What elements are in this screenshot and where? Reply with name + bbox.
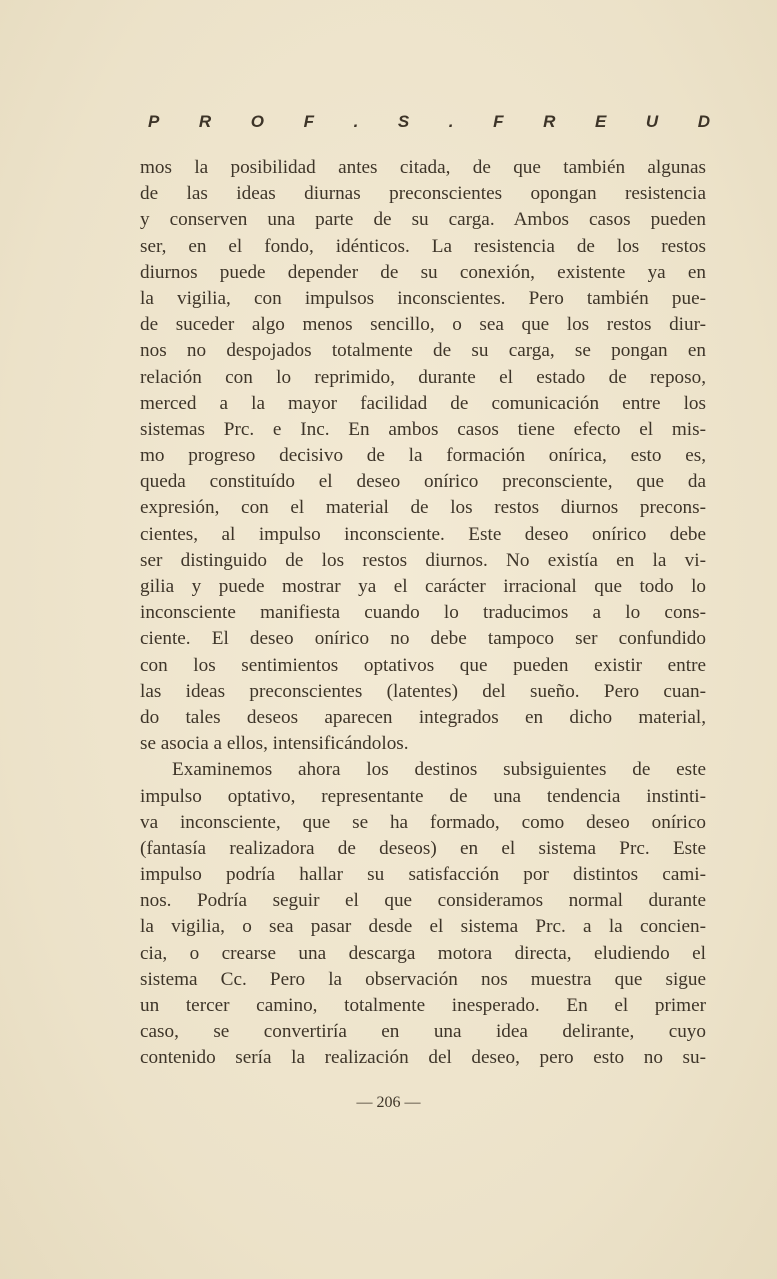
- text-line: Examinemos ahora los destinos subsiguientes de este: [172, 759, 706, 781]
- text-line: ser, en el fondo, idénticos. La resistencia de los restos: [140, 235, 706, 257]
- text-line: la vigilia, con impulsos inconscientes. Pero también pue-: [140, 287, 706, 309]
- text-line: queda constituído el deseo onírico preconsciente, que da: [140, 471, 706, 493]
- text-line: merced a la mayor facilidad de comunicación entre los: [140, 392, 706, 414]
- text-line: las ideas preconscientes (latentes) del sueño. Pero cuan-: [140, 680, 706, 702]
- text-line: impulso optativo, representante de una tendencia instinti-: [140, 785, 706, 807]
- text-line: ser distinguido de los restos diurnos. No existía en la vi-: [140, 549, 706, 571]
- running-head-letter: F: [493, 112, 504, 131]
- text-line: expresión, con el material de los restos diurnos precons-: [140, 497, 706, 519]
- body-text: [140, 155, 706, 1072]
- running-head-letter: O: [250, 112, 265, 131]
- text-line: contenido sería la realización del deseo, pero esto no su-: [140, 1047, 706, 1069]
- text-line: mos la posibilidad antes citada, de que también algunas: [140, 157, 706, 178]
- text-line: mo progreso decisivo de la formación onírica, esto es,: [140, 445, 706, 467]
- running-head-letter: U: [645, 112, 659, 131]
- text-line: de las ideas diurnas preconscientes opongan resistencia: [140, 183, 706, 205]
- text-line: se asocia a ellos, intensificándolos.: [140, 733, 409, 755]
- text-line: nos. Podría seguir el que consideramos normal durante: [140, 890, 706, 912]
- text-line: do tales deseos aparecen integrados en dicho material,: [140, 706, 706, 728]
- running-head-letter: P: [148, 112, 160, 131]
- text-line: impulso podría hallar su satisfacción por distintos cami-: [140, 864, 706, 886]
- running-head: [148, 112, 710, 132]
- running-head-letter: R: [543, 112, 556, 131]
- text-line: nos no despojados totalmente de su carga, se pongan en: [140, 340, 706, 362]
- running-head-letter: R: [198, 112, 212, 131]
- page-number: — 206 —: [356, 1094, 421, 1111]
- text-line: ciente. El deseo onírico no debe tampoco ser confundido: [140, 628, 706, 650]
- running-head-letter: E: [594, 112, 607, 131]
- text-line: va inconsciente, que se ha formado, como deseo onírico: [140, 811, 706, 833]
- text-line: gilia y puede mostrar ya el carácter irracional que todo lo: [140, 576, 706, 597]
- text-line: (fantasía realizadora de deseos) en el sistema Prc. Este: [140, 837, 706, 859]
- text-line: relación con lo reprimido, durante el estado de reposo,: [140, 366, 706, 388]
- text-line: inconsciente manifiesta cuando lo traducimos a lo cons-: [140, 602, 706, 624]
- text-line: de suceder algo menos sencillo, o sea que los restos diur-: [140, 314, 706, 336]
- text-line: la vigilia, o sea pasar desde el sistema Prc. a la concien-: [140, 916, 706, 938]
- running-head-letter: D: [697, 112, 710, 131]
- text-line: con los sentimientos optativos que pueden existir entre: [140, 654, 706, 676]
- text-line: sistemas Prc. e Inc. En ambos casos tiene efecto el mis-: [140, 418, 706, 440]
- running-head-letter: F: [303, 112, 314, 131]
- running-head-letter: .: [448, 112, 454, 131]
- running-head-letter: .: [353, 112, 359, 131]
- text-line: un tercer camino, totalmente inesperado. En el primer: [140, 995, 706, 1016]
- text-line: cientes, al impulso inconsciente. Este deseo onírico debe: [140, 523, 706, 545]
- text-line: sistema Cc. Pero la observación nos muestra que sigue: [140, 968, 706, 990]
- text-line: y conserven una parte de su carga. Ambos casos pueden: [140, 209, 706, 231]
- text-line: diurnos puede depender de su conexión, existente ya en: [140, 261, 706, 283]
- running-head-letter: S: [397, 112, 410, 131]
- text-line: cia, o crearse una descarga motora directa, eludiendo el: [140, 942, 706, 964]
- text-line: caso, se convertiría en una idea delirante, cuyo: [140, 1021, 706, 1043]
